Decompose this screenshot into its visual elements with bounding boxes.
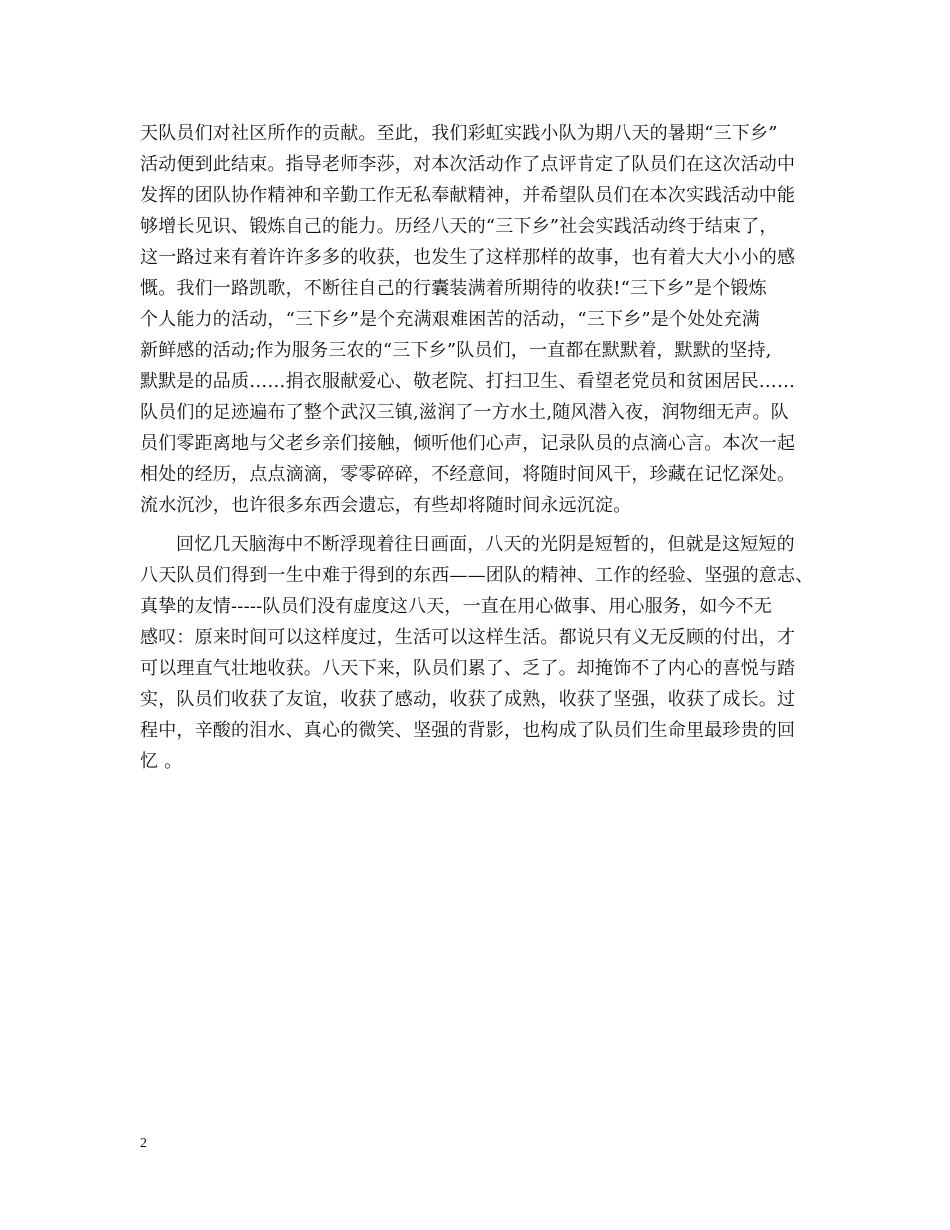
text-line: 够增长见识、锻炼自己的能力。历经八天的“三下乡”社会实践活动终于结束了， xyxy=(140,216,778,237)
text-line: 实，队员们收获了友谊，收获了感动，收获了成熟，收获了坚强，收获了成长。过 xyxy=(140,689,796,710)
text-line: 感叹：原来时间可以这样度过，生活可以这样生活。都说只有义无反顾的付出，才 xyxy=(140,627,796,648)
page-number: 2 xyxy=(140,1136,147,1151)
text-line: 慨。我们一路凯歌，不断往自己的行囊装满着所期待的收获!“三下乡”是个锻炼 xyxy=(140,278,767,299)
text-line: 程中，辛酸的泪水、真心的微笑、坚强的背影，也构成了队员们生命里最珍贵的回 xyxy=(140,720,796,741)
text-line: 忆 。 xyxy=(140,751,183,772)
text-line: 相处的经历，点点滴滴，零零碎碎，不经意间，将随时间风干，珍藏在记忆深处。 xyxy=(140,464,796,485)
text-line: 可以理直气壮地收获。八天下来，队员们累了、乏了。却掩饰不了内心的喜悦与踏 xyxy=(140,658,796,679)
text-line: 回忆几天脑海中不断浮现着往日画面，八天的光阴是短暂的，但就是这短短的 xyxy=(176,534,795,555)
text-line: 个人能力的活动，“三下乡”是个充满艰难困苦的活动，“三下乡”是个处处充满 xyxy=(140,309,761,330)
text-line: 八天队员们得到一生中难于得到的东西——团队的精神、工作的经验、坚强的意志、 xyxy=(140,565,814,586)
paragraph-spacer xyxy=(140,521,820,529)
text-line: 真挚的友情-----队员们没有虚度这八天，一直在用心做事、用心服务，如今不无 xyxy=(140,596,773,617)
text-line: 队员们的足迹遍布了整个武汉三镇,滋润了一方水土,随风潜入夜，润物细无声。队 xyxy=(140,402,789,423)
paragraph-2 xyxy=(140,529,820,777)
text-line: 新鲜感的活动;作为服务三农的“三下乡”队员们，一直都在默默着，默默的坚持, xyxy=(140,340,772,361)
text-line: 这一路过来有着许许多多的收获，也发生了这样那样的故事，也有着大大小小的感 xyxy=(140,247,796,268)
text-line: 发挥的团队协作精神和辛勤工作无私奉献精神，并希望队员们在本次实践活动中能 xyxy=(140,185,796,206)
text-line: 流水沉沙，也许很多东西会遗忘，有些却将随时间永远沉淀。 xyxy=(140,495,632,516)
text-line: 员们零距离地与父老乡亲们接触，倾听他们心声，记录队员的点滴心言。本次一起 xyxy=(140,433,796,454)
body-text xyxy=(140,118,820,777)
text-line: 活动便到此结束。指导老师李莎，对本次活动作了点评肯定了队员们在这次活动中 xyxy=(140,154,796,175)
paragraph-1 xyxy=(140,118,820,521)
text-line: 默默是的品质……捐衣服献爱心、敬老院、打扫卫生、看望老党员和贫困居民…… xyxy=(140,371,796,392)
text-line: 天队员们对社区所作的贡献。至此，我们彩虹实践小队为期八天的暑期“三下乡” xyxy=(140,123,778,144)
